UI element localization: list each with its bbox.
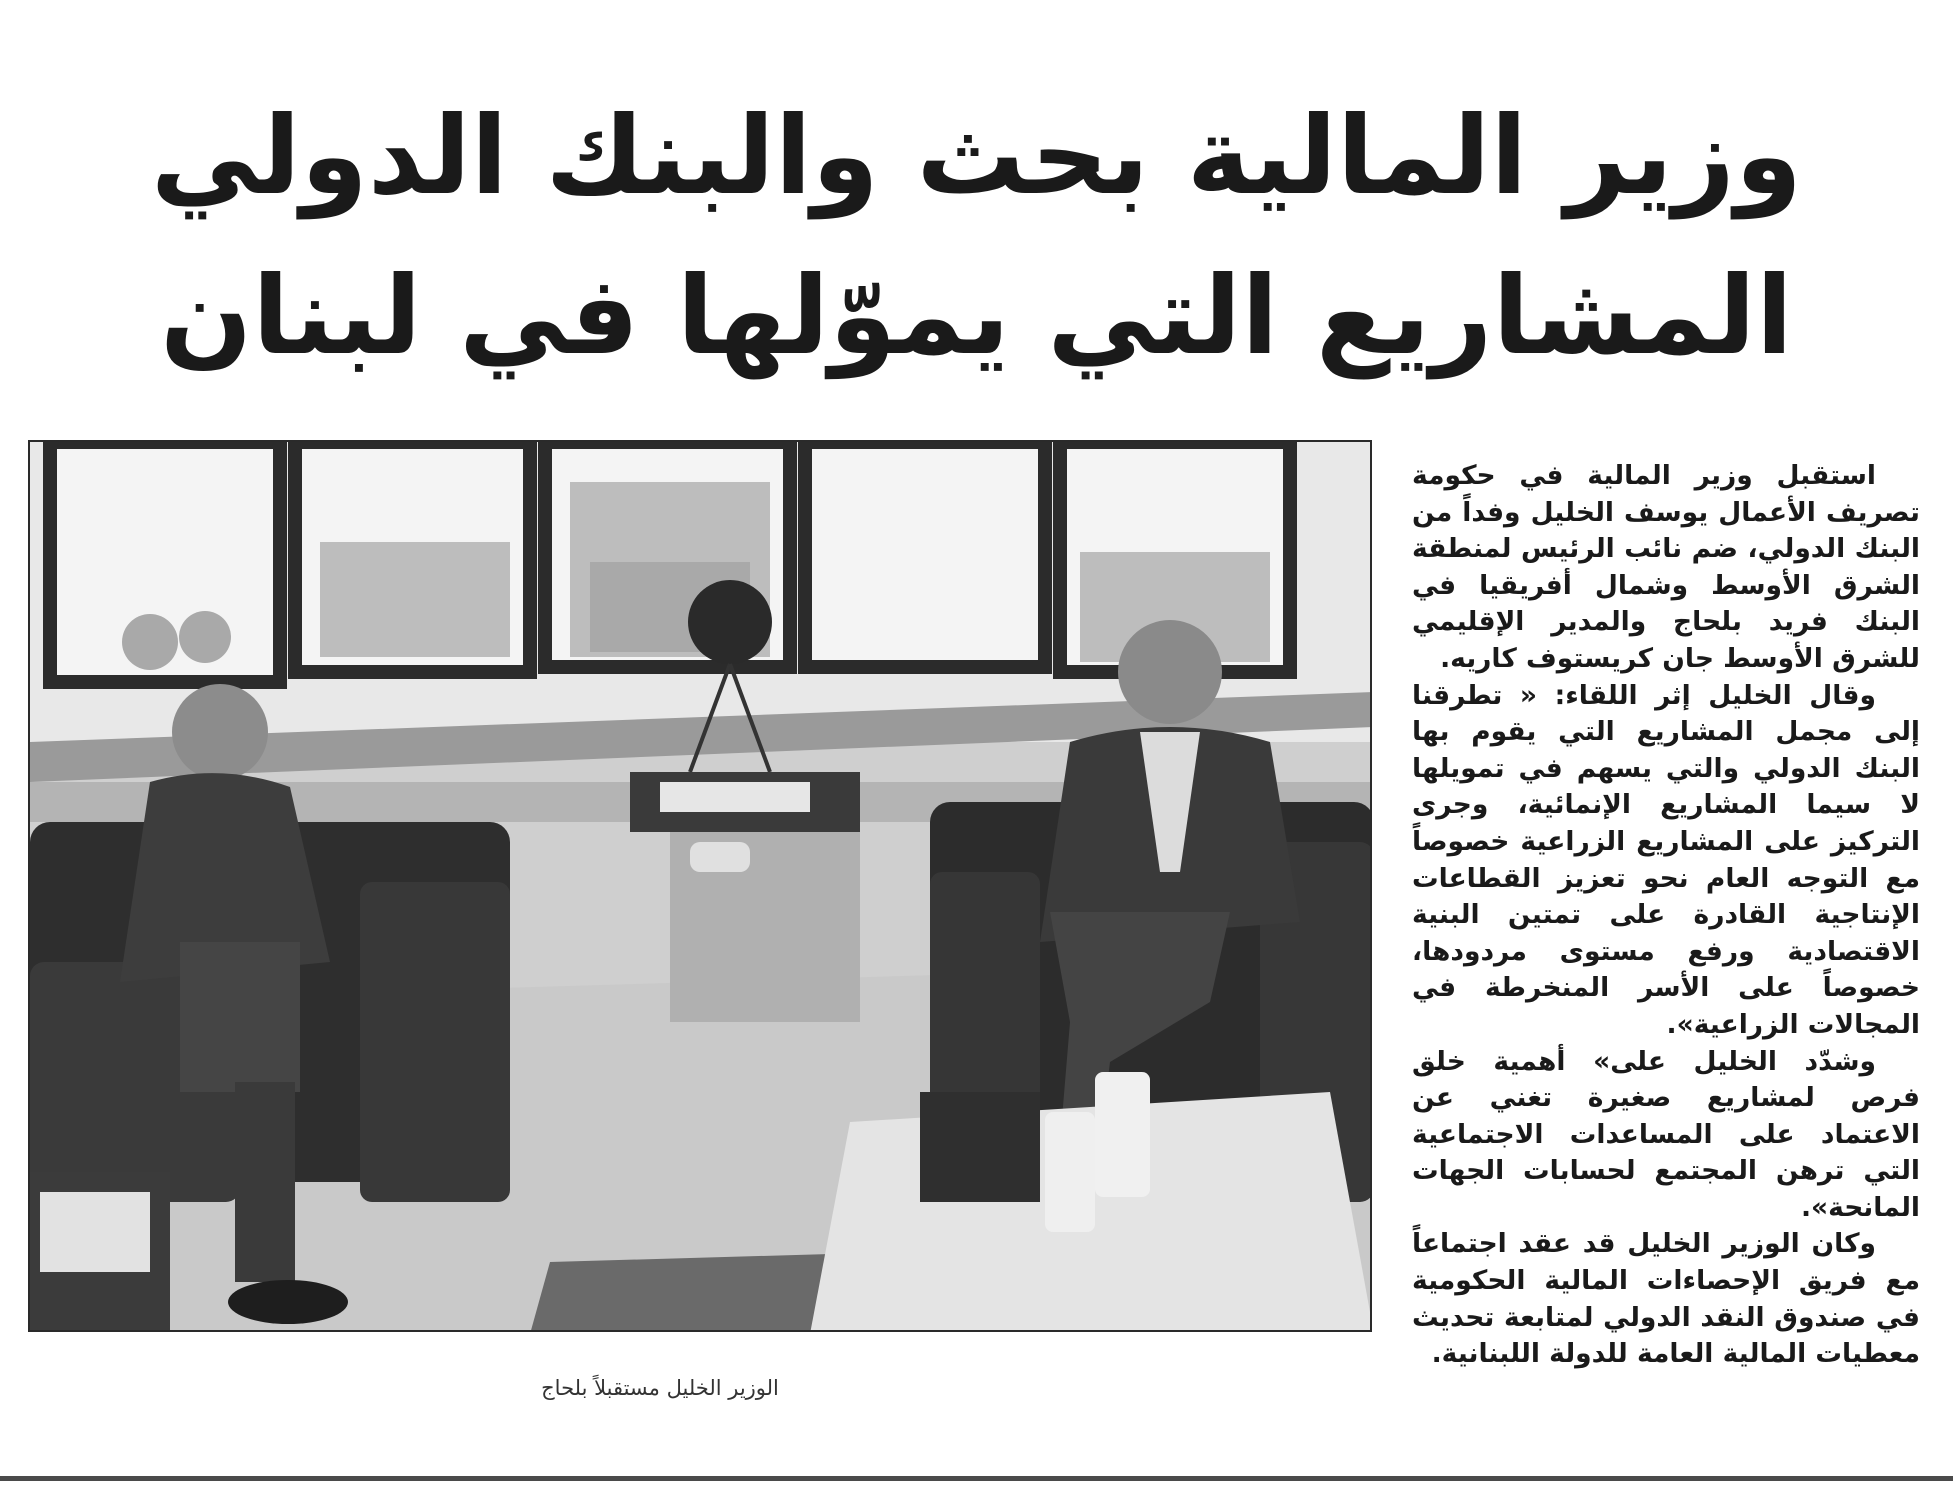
headline-line-2: المشاريع التي يموّلها في لبنان: [160, 254, 1793, 379]
paragraph-3: وشدّد الخليل على» أهمية خلق فرص لمشاريع صغيرة تغني عن الاعتماد على المساعدات الاجتماعية التي ترهن المجتمع لحسابات الجهات المانحة».: [1412, 1045, 1920, 1223]
paragraph-1: استقبل وزير المالية في حكومة تصريف الأعمال يوسف الخليل وفداً من البنك الدولي، ضم نائب الرئيس لمنطقة الشرق الأوسط وشمال أفريقيا في البنك فريد بلحاج والمدير الإقليمي للشرق الأوسط جان كريستوف كاريه.: [1412, 460, 1920, 674]
article-body: [1412, 458, 1920, 1373]
article-photo: [28, 440, 1372, 1332]
photo-caption: الوزير الخليل مستقبلاً بلحاج: [541, 1376, 779, 1400]
paragraph-4: وكان الوزير الخليل قد عقد اجتماعاً مع فريق الإحصاءات المالية الحكومية في صندوق النقد الدولي لمتابعة تحديث معطيات المالية العامة للدولة اللبنانية.: [1412, 1228, 1920, 1370]
headline-line-1: وزير المالية بحث والبنك الدولي: [150, 94, 1803, 219]
bottom-rule: [0, 1476, 1953, 1481]
paragraph-2: وقال الخليل إثر اللقاء: « تطرقنا إلى مجمل المشاريع التي يقوم بها البنك الدولي والتي يسهم في تمويلها لا سيما المشاريع الإنمائية، وجرى التركيز على المشاريع الزراعية خصوصاً مع التوجه العام نحو تعزيز القطاعات الإنتاجية القادرة على تمتين البنية الاقتصادية ورفع مستوى مردودها، خصوصاً على الأسر المنخرطة في المجالات الزراعية».: [1412, 679, 1920, 1040]
